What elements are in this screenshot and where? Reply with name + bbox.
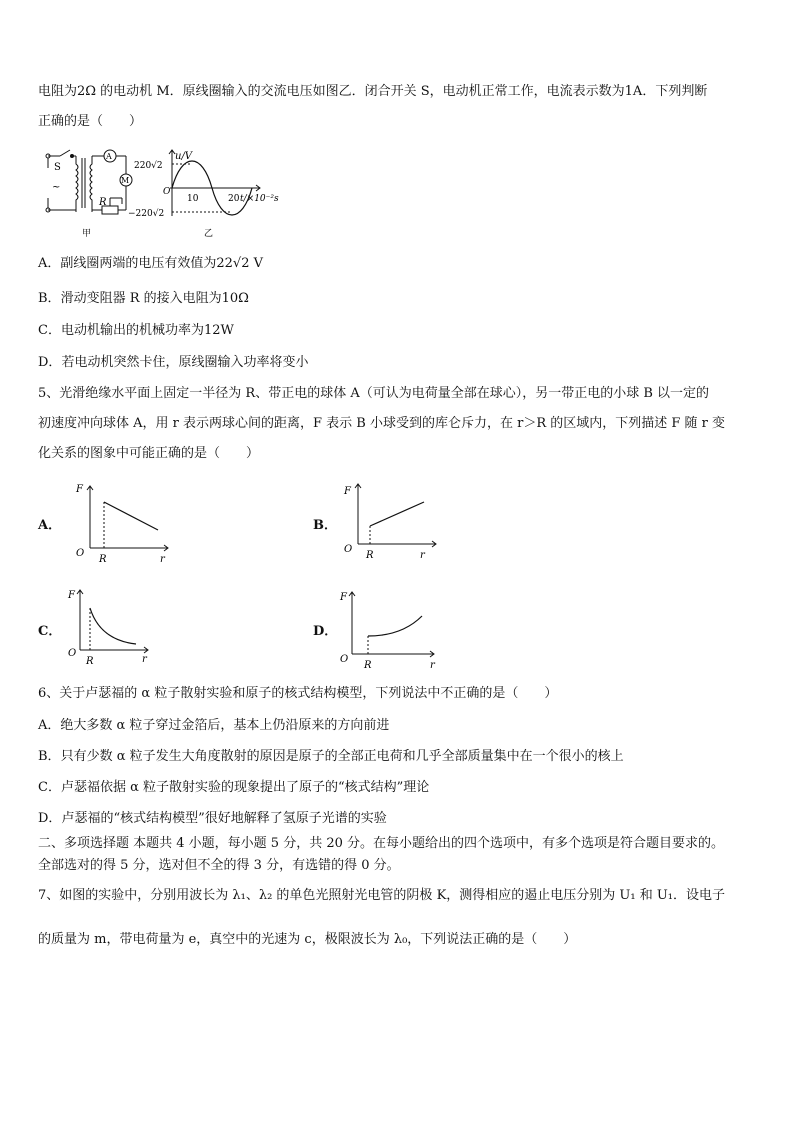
- q6-option-b[interactable]: [38, 749, 624, 765]
- tick-neg-label: −220√2: [128, 209, 165, 219]
- option-letter: D．: [38, 811, 62, 826]
- q7-stem-line2: 的质量为 m，带电荷量为 e，真空中的光速为 c，极限波长为 λ₀，下列说法正确的是（ ）: [38, 932, 577, 947]
- option-text: 绝大多数 α 粒子穿过金箔后，基本上仍沿原来的方向前进: [60, 718, 390, 733]
- motor-label: M: [121, 176, 130, 185]
- q5-option-c-letter[interactable]: C．: [38, 624, 62, 639]
- axis-f-label: F: [68, 590, 75, 601]
- q4-stem-line2: 正确的是（ ）: [38, 114, 143, 129]
- axis-f-label: F: [340, 592, 347, 603]
- q5-stem-line1: 5、光滑绝缘水平面上固定一半径为 R、带正电的球体 A（可认为电荷量全部在球心），另一带正电的小球 B 以一定的: [38, 386, 710, 401]
- q5-option-b-letter[interactable]: B．: [313, 518, 337, 533]
- origin-label: O: [163, 187, 171, 197]
- axis-f-label: F: [344, 486, 351, 497]
- q5-option-d-letter[interactable]: D．: [313, 624, 338, 639]
- r-radius-label: R: [86, 656, 94, 666]
- source-symbol: ~: [52, 182, 61, 193]
- q5-graph-d[interactable]: [338, 586, 448, 672]
- label-yi: 乙: [204, 229, 214, 239]
- option-letter: B．: [38, 291, 61, 306]
- option-letter: C．: [38, 780, 61, 795]
- axis-r-label: r: [142, 654, 147, 665]
- option-letter: C．: [38, 323, 61, 338]
- option-letter: B．: [38, 749, 61, 764]
- axis-r-label: r: [430, 660, 435, 671]
- q6-option-c[interactable]: [38, 780, 429, 796]
- rheostat-label: R: [99, 197, 107, 208]
- option-text: 若电动机突然卡住，原线圈输入功率将变小: [61, 355, 309, 370]
- r-radius-label: R: [366, 550, 374, 561]
- option-letter: A．: [38, 718, 61, 733]
- origin-label: O: [68, 648, 77, 659]
- tick-20-label: 20: [228, 194, 240, 204]
- label-jia: 甲: [82, 229, 92, 239]
- q6-option-a[interactable]: [38, 718, 389, 734]
- option-text: 卢瑟福依据 α 粒子散射实验的现象提出了原子的“核式结构”理论: [60, 780, 430, 795]
- option-text: 副线圈两端的电压有效值为22√2 V: [60, 256, 264, 271]
- r-radius-label: R: [364, 660, 372, 671]
- axis-r-label: r: [420, 550, 425, 561]
- q5-graph-a[interactable]: [68, 480, 178, 566]
- axis-f-label: F: [76, 484, 83, 495]
- q5-graph-c[interactable]: [64, 586, 164, 666]
- q5-option-a-letter[interactable]: A．: [38, 518, 62, 533]
- axis-u-label: u/V: [175, 151, 193, 162]
- q7-stem-line1: 7、如图的实验中，分别用波长为 λ₁、λ₂ 的单色光照射光电管的阴极 K，测得相应的遏止电压分别为 U₁ 和 U₁．设电子: [38, 888, 726, 903]
- q5-graph-b[interactable]: [338, 480, 448, 566]
- q4-option-c[interactable]: [38, 323, 234, 339]
- r-radius-label: R: [99, 554, 107, 565]
- option-letter: A．: [38, 256, 61, 271]
- tick-pos-label: 220√2: [134, 161, 163, 171]
- q5-stem-line2: 初速度冲向球体 A，用 r 表示两球心间的距离，F 表示 B 小球受到的库仑斥力，在 r＞R 的区域内，下列描述 F 随 r 变: [38, 416, 726, 431]
- q4-figure: [42, 148, 292, 240]
- section2-line2: 全部选对的得 5 分，选对但不全的得 3 分，有选错的得 0 分。: [38, 858, 400, 873]
- section2-line1: 二、多项选择题 本题共 4 小题，每小题 5 分，共 20 分。在每小题给出的四个选项中，有多个选项是符合题目要求的。: [38, 836, 725, 851]
- axis-t-label: t/×10⁻²s: [240, 194, 279, 204]
- option-text: 滑动变阻器 R 的接入电阻为10Ω: [60, 291, 249, 306]
- q6-stem: 6、关于卢瑟福的 α 粒子散射实验和原子的核式结构模型，下列说法中不正确的是（ ）: [38, 686, 558, 701]
- option-letter: D．: [38, 355, 62, 370]
- origin-label: O: [340, 654, 349, 665]
- switch-label: S: [54, 162, 61, 173]
- option-text: 电动机输出的机械功率为12W: [60, 323, 234, 338]
- q4-stem-line1: 电阻为2Ω 的电动机 M．原线圈输入的交流电压如图乙．闭合开关 S，电动机正常工作，电流表示数为1A．下列判断: [38, 84, 708, 99]
- option-text: 卢瑟福的“核式结构模型”很好地解释了氢原子光谱的实验: [61, 811, 387, 826]
- tick-10-label: 10: [187, 194, 199, 204]
- option-text: 只有少数 α 粒子发生大角度散射的原因是原子的全部正电荷和几乎全部质量集中在一个很小的核上: [60, 749, 624, 764]
- origin-label: O: [344, 544, 353, 555]
- origin-label: O: [76, 548, 85, 559]
- q4-option-d[interactable]: [38, 355, 308, 371]
- axis-r-label: r: [160, 554, 165, 565]
- ammeter-label: A: [106, 152, 112, 161]
- q4-option-a[interactable]: [38, 256, 263, 272]
- q4-option-b[interactable]: [38, 291, 249, 307]
- q5-stem-line3: 化关系的图象中可能正确的是（ ）: [38, 446, 260, 461]
- q6-option-d[interactable]: [38, 811, 387, 827]
